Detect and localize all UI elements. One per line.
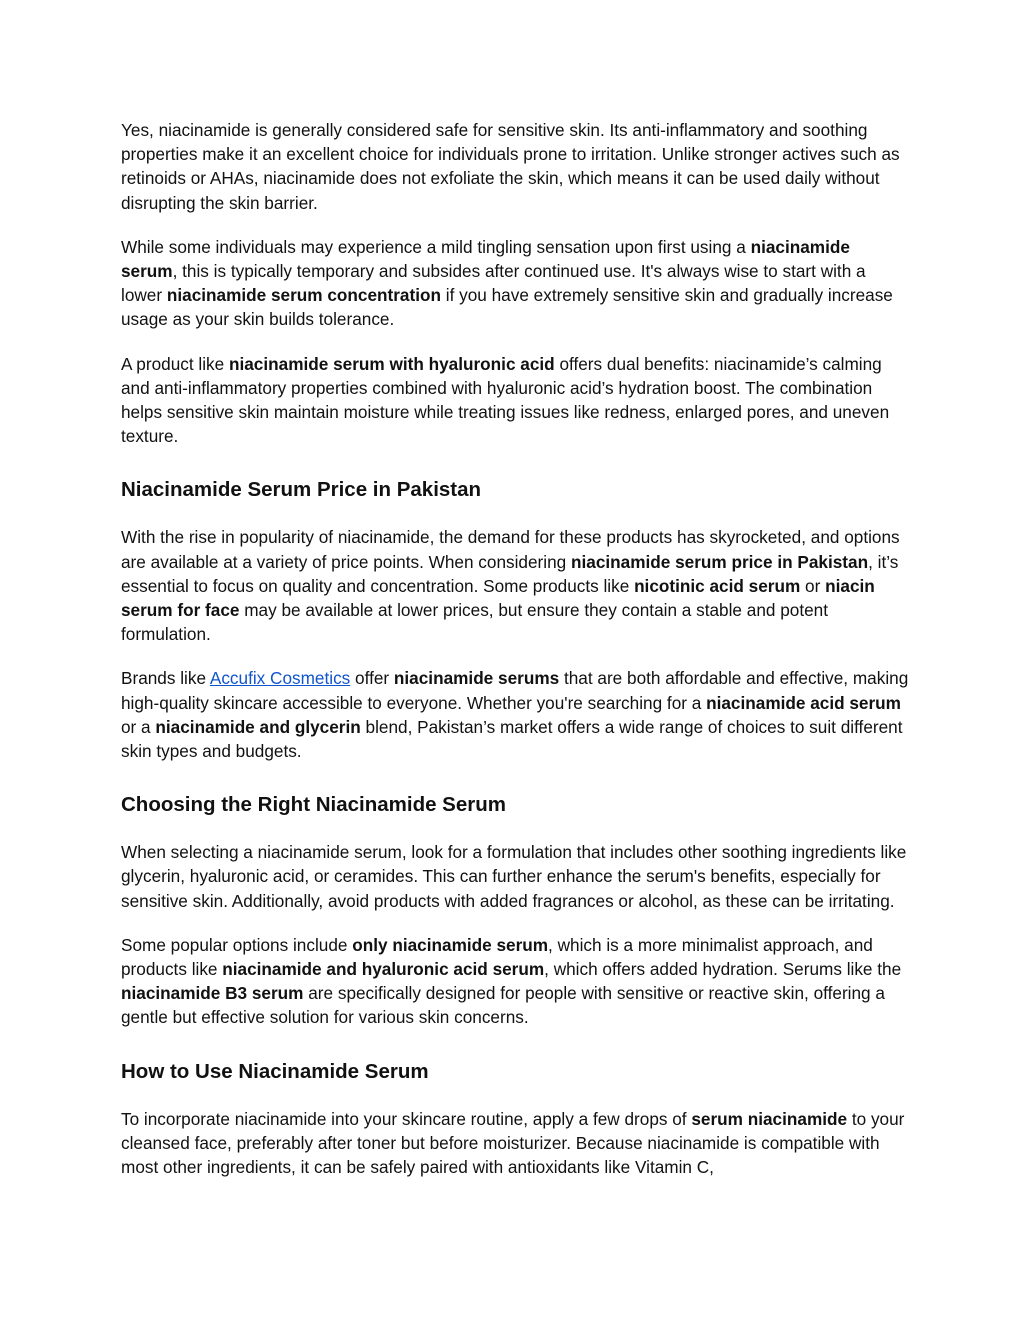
- paragraph-usage-routine: [121, 1107, 911, 1180]
- bold-keyword: niacinamide serum price in Pakistan: [570, 551, 869, 572]
- paragraph-text: that are both affordable and effective, making high-quality skincare accessible to everyone. Whether you're searching for a: [121, 668, 909, 713]
- paragraph-text: Yes, niacinamide is generally considered safe for sensitive skin. Its anti-inflammatory and soothing properties make it an excellent choice for individuals prone to irritation. Unlike stronger actives such as retinoids or AHAs, niacinamide does not exfoliate the skin, which means it can be used daily without disrupting the skin barrier.: [121, 120, 900, 213]
- paragraph-hyaluronic-combination: [121, 352, 911, 449]
- paragraph-tingling-sensation: [121, 235, 911, 332]
- paragraph-text: offer: [350, 668, 394, 689]
- paragraph-text: Some popular options include: [121, 934, 353, 955]
- paragraph-text: Brands like: [121, 668, 210, 689]
- bold-keyword: serum niacinamide: [691, 1108, 848, 1129]
- paragraph-text: may be available at lower prices, but ensure they contain a stable and potent formulation.: [121, 600, 829, 645]
- paragraph-text: While some individuals may experience a mild tingling sensation upon first using a: [121, 236, 751, 257]
- paragraph-text: or: [800, 575, 826, 596]
- paragraph-text: to your cleansed face, preferably after toner but before moisturizer. Because niacinamide is compatible with most other ingredients, it can be safely paired with antioxidants like Vitamin C,: [121, 1108, 905, 1178]
- paragraph-selecting-formulation: [121, 840, 911, 913]
- heading-price-in-pakistan: Niacinamide Serum Price in Pakistan: [121, 478, 482, 502]
- paragraph-text: if you have extremely sensitive skin and gradually increase usage as your skin builds tolerance.: [121, 285, 893, 330]
- paragraph-text: To incorporate niacinamide into your skincare routine, apply a few drops of: [121, 1108, 692, 1129]
- heading-how-to-use: How to Use Niacinamide Serum: [121, 1059, 429, 1083]
- paragraph-text: , this is typically temporary and subsides after continued use. It's always wise to start with a lower: [121, 261, 866, 306]
- bold-keyword: niacinamide serum: [121, 236, 850, 282]
- bold-keyword: niacinamide B3 serum: [121, 983, 304, 1004]
- paragraph-text: , it’s essential to focus on quality and concentration. Some products like: [121, 551, 899, 596]
- paragraph-text: offers dual benefits: niacinamide’s calming and anti-inflammatory properties combined with hyaluronic acid’s hydration boost. The combination helps sensitive skin maintain moisture while treating issues like redness, enlarged pores, and uneven texture.: [121, 353, 890, 447]
- paragraph-text: When selecting a niacinamide serum, look for a formulation that includes other soothing ingredients like glycerin, hyaluronic acid, or ceramides. This can further enhance the serum's benefits, especially for sensitive skin. Additionally, avoid products with added fragrances or alcohol, as these can be irritating.: [121, 842, 907, 911]
- bold-keyword: niacinamide acid serum: [706, 692, 901, 713]
- document-page: [121, 118, 911, 1199]
- paragraph-text: , which offers added hydration. Serums like the: [544, 959, 902, 980]
- paragraph-price-points: [121, 525, 911, 646]
- bold-keyword: niacinamide serum with hyaluronic acid: [228, 353, 555, 374]
- bold-keyword: niacinamide serum concentration: [166, 285, 441, 306]
- paragraph-popular-options: [121, 933, 911, 1030]
- paragraph-text: are specifically designed for people with sensitive or reactive skin, offering a gentle but effective solution for various skin concerns.: [121, 983, 885, 1028]
- paragraph-brands: [121, 666, 911, 763]
- paragraph-text: or a: [121, 716, 156, 737]
- paragraph-text: With the rise in popularity of niacinamide, the demand for these products has skyrocketed, and options are available at a variety of price points. When considering: [121, 527, 900, 572]
- bold-keyword: niacin serum for face: [121, 575, 875, 621]
- heading-choosing-serum: Choosing the Right Niacinamide Serum: [121, 793, 506, 817]
- bold-keyword: nicotinic acid serum: [634, 575, 801, 596]
- bold-keyword: only niacinamide serum: [352, 934, 549, 955]
- paragraph-sensitive-skin-safety: [121, 118, 911, 215]
- paragraph-text: , which is a more minimalist approach, and products like: [121, 934, 873, 980]
- paragraph-text: A product like: [121, 353, 229, 374]
- bold-keyword: niacinamide and glycerin: [155, 716, 361, 737]
- accufix-cosmetics-link[interactable]: Accufix Cosmetics: [209, 668, 351, 689]
- bold-keyword: niacinamide and hyaluronic acid serum: [222, 959, 545, 980]
- bold-keyword: niacinamide serums: [393, 668, 560, 689]
- paragraph-text: blend, Pakistan’s market offers a wide range of choices to suit different skin types and budgets.: [121, 716, 903, 762]
